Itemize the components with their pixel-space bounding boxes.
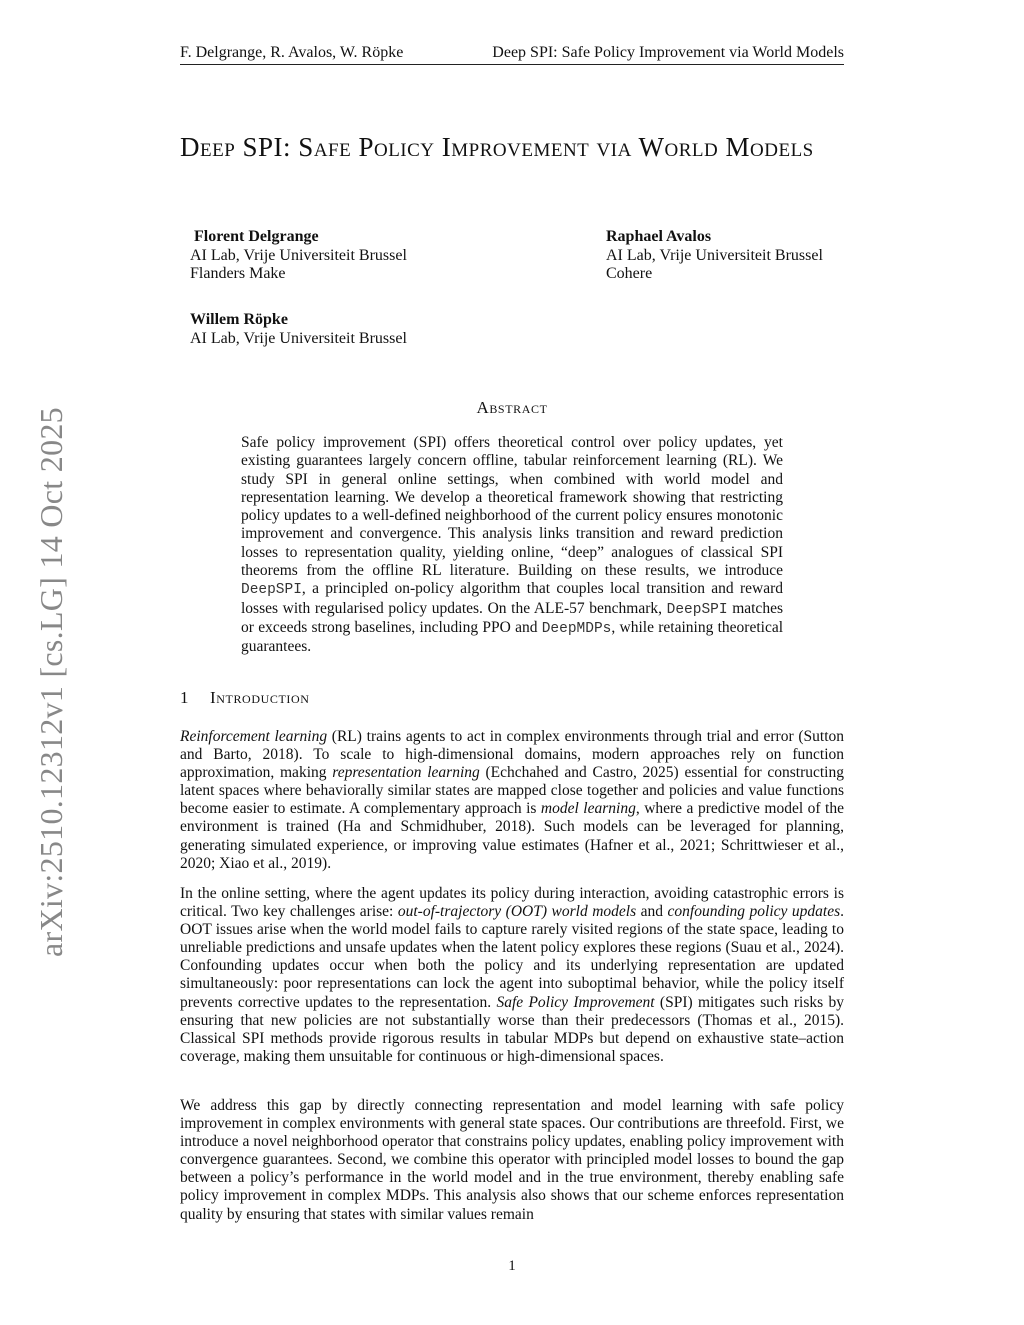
emphasis-term: model learning (540, 800, 636, 818)
method-name-code: DeepSPI (241, 582, 302, 599)
abstract-text: matches or exceeds strong baselines, including PPO and (241, 599, 783, 636)
author-affiliation: AI Lab, Vrije Universiteit Brussel (606, 246, 823, 264)
intro-paragraph-2 (180, 885, 844, 1066)
abstract-body (241, 434, 783, 657)
paragraph-text: In the online setting, where the agent updates its policy during interaction, avoiding catastrophic errors is critical. Two key challenges arise: (180, 885, 844, 921)
section-heading (180, 688, 310, 708)
section-number: 1 (180, 688, 190, 707)
section-title: Introduction (210, 688, 310, 707)
author-affiliation: AI Lab, Vrije Universiteit Brussel (190, 246, 407, 264)
intro-paragraph-3: We address this gap by directly connecting representation and model learning with safe policy improvement in complex environments with general state spaces. Our contributions are threefold. First, we introduce a novel neighborhood operator that constrains policy updates, enabling policy improvement with convergence guarantees. Second, we combine this operator with principled model losses to bound the gap between a policy’s performance in the world model and in the true environment, thereby enabling safe policy improvement in complex MDPs. This analysis also shows that our scheme enforces representation quality by ensuring that states with similar values remain (180, 1097, 844, 1223)
author-name: Florent Delgrange (194, 228, 319, 245)
abstract-text: Safe policy improvement (SPI) offers theoretical control over policy updates, yet existing guarantees largely concern offline, tabular reinforcement learning (RL). We study SPI in general online settings, when combined with world model and representation learning. We develop a theoretical framework showing that restricting policy updates to a well-defined neighborhood of the current policy ensures monotonic improvement and convergence. This analysis links transition and reward prediction losses to representation quality, yielding online, “deep” analogues of classical SPI theorems from the offline RL literature. Building on these results, we introduce (241, 434, 783, 580)
emphasis-term: confounding policy updates (667, 903, 841, 921)
page-number: 1 (508, 1258, 516, 1274)
paragraph-text: (RL) trains agents to act in complex environments through trial and error (Sutton and Barto, 2018). To scale to high-dimensional domains, modern approaches rely on function approximation, making (180, 728, 844, 782)
author-affiliation: Flanders Make (190, 265, 286, 282)
paragraph-text: . OOT issues arise when the world model fails to capture rarely visited regions of the state space, leading to unreliable predictions and unsafe updates when the latent policy explores these regions (Suau et al., 2024). Confounding updates occur when both the policy and its underlying representation are updated simultaneously: poor representations can lock the agent into suboptimal behavior, while the policy itself prevents corrective updates to the representation. (180, 903, 845, 1011)
method-name-code: DeepSPI (666, 601, 728, 618)
header-short-title: Deep SPI: Safe Policy Improvement via World Models (492, 44, 844, 61)
paragraph-text: , where a predictive model of the environment is trained (Ha and Schmidhuber, 2018). Such models can be leveraged for planning, generating simulated experience, or improving value estimates (Hafner et al., 2021; Schrittwieser et al., 2020; Xiao et al., 2019). (180, 800, 844, 872)
abstract-heading: Abstract (476, 398, 548, 417)
emphasis-term: out-of-trajectory (OOT) world models (397, 903, 637, 921)
abstract-text: , a principled on-policy algorithm that couples local transition and reward losses with regularised policy updates. On the ALE-57 benchmark, (241, 580, 783, 617)
author-affiliation: AI Lab, Vrije Universiteit Brussel (190, 329, 407, 347)
author-name: Willem Röpke (190, 311, 288, 328)
paragraph-text: and (636, 903, 668, 921)
paragraph-text: (SPI) mitigates such risks by ensuring that new policies are not substantially worse than their predecessors (Thomas et al., 2015). Classical SPI methods provide rigorous results in tabular MDPs but depend on exhaustive state–action coverage, making them unsuitable for continuous or high-dimensional spaces. (180, 993, 844, 1065)
intro-paragraph-1 (180, 728, 844, 873)
author-affiliation: Cohere (606, 265, 653, 282)
emphasis-term: Safe Policy Improvement (496, 993, 655, 1011)
author-block-1 (190, 228, 407, 284)
paper-title: Deep SPI: Safe Policy Improvement via World Models (180, 132, 814, 162)
header-authors: F. Delgrange, R. Avalos, W. Röpke (180, 44, 404, 61)
running-header (180, 44, 844, 65)
author-block-3 (190, 311, 407, 348)
paragraph-text: (Echchahed and Castro, 2025) essential for constructing latent spaces where behaviorally similar states are mapped close together and policies and value functions become easier to estimate. A complementary approach is (180, 764, 844, 818)
author-name: Raphael Avalos (606, 228, 712, 245)
emphasis-term: representation learning (332, 764, 480, 782)
abstract-text: , while retaining theoretical guarantees. (241, 618, 784, 656)
emphasis-term: Reinforcement learning (180, 728, 328, 745)
author-block-2 (606, 228, 823, 284)
baseline-name-code: DeepMDPs (541, 620, 612, 637)
arxiv-identifier-stamp: arXiv:2510.12312v1 [cs.LG] 14 Oct 2025 (33, 407, 69, 957)
